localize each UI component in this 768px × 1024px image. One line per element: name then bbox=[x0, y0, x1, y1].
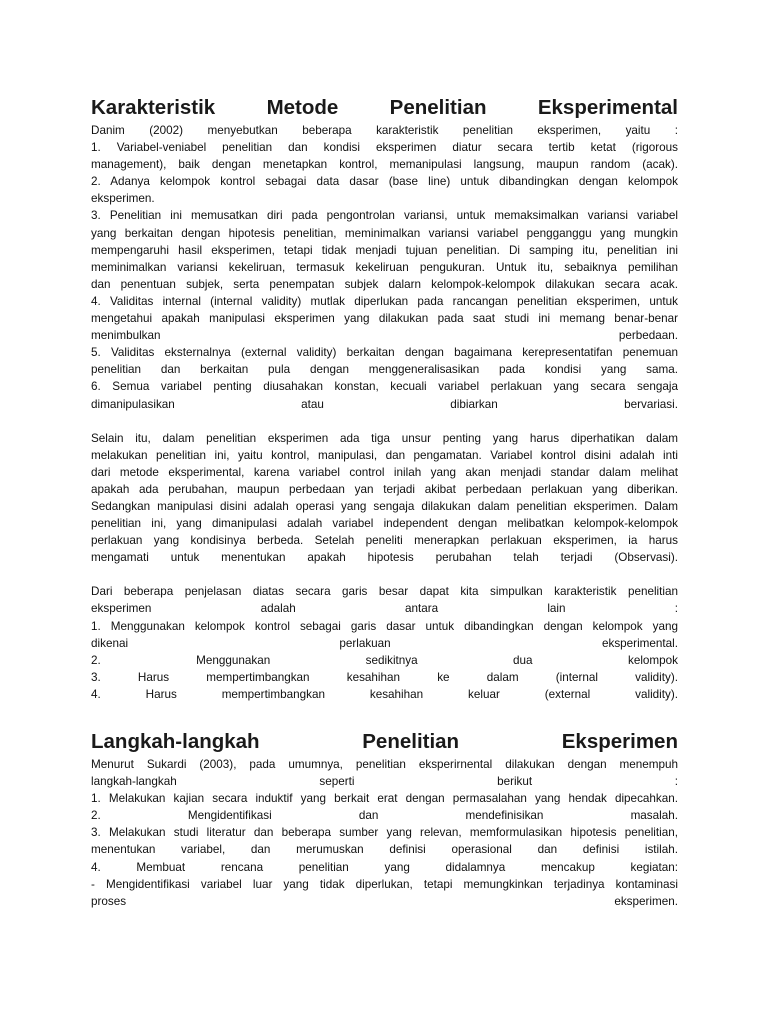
text-line: 1. Variabel-veniabel penelitian dan kondisi eksperimen diatur secara tertib ketat (rigorous bbox=[91, 141, 678, 155]
section-title-karakteristik bbox=[91, 94, 678, 122]
text-line: management), baik dengan menetapkan kontrol, memanipulasi langsung, maupun random (acak). bbox=[91, 158, 678, 172]
text-line: 1. Melakukan kajian secara induktif yang berkait erat dengan permasalahan yang hendak dipecahkan. bbox=[91, 792, 678, 806]
text-line: proses eksperimen. bbox=[91, 894, 678, 908]
text-line: Menurut Sukardi (2003), pada umumnya, penelitian eksperirnental dilakukan dengan menempuh bbox=[91, 758, 678, 771]
title-word: Langkah-langkah bbox=[91, 730, 260, 753]
paragraph-spacer bbox=[91, 413, 678, 430]
text-line: mengamati untuk menentukan apakah hipotesis perubahan telah terjadi (Observasi). bbox=[91, 551, 678, 565]
text-line: 2. Adanya kelompok kontrol sebagai data dasar (base line) untuk dibandingkan dengan kelompok bbox=[91, 175, 678, 189]
section-spacer bbox=[91, 703, 678, 728]
text-line: mengetahui apakah manipulasi eksperimen yang dilakukan pada saat studi ini memang benar-benar bbox=[91, 312, 678, 326]
text-line: dimanipulasikan atau dibiarkan bervariasi. bbox=[91, 397, 678, 411]
text-line: meminimalkan variansi kekeliruan, termasuk kekeliruan pengukuran. Untuk itu, sebaiknya pemilihan bbox=[91, 260, 678, 274]
text-line: eksperimen adalah antara lain : bbox=[91, 602, 678, 616]
text-line: dan penentuan subjek, serta penempatan subjek dalarn kelompok-kelompok dilakukan secara acak. bbox=[91, 277, 678, 291]
text-line: 5. Validitas eksternalnya (external validity) berkaitan dengan bagaimana kerepresentatifan penemuan bbox=[91, 346, 678, 360]
text-line: - Mengidentifikasi variabel luar yang tidak diperlukan, tetapi memungkinkan terjadinya kontaminasi bbox=[91, 877, 678, 891]
text-line: 1. Menggunakan kelompok kontrol sebagai garis dasar untuk dibandingkan dengan kelompok yang bbox=[91, 619, 678, 633]
text-line: 3. Penelitian ini memusatkan diri pada pengontrolan variansi, untuk memaksimalkan variansi variabel bbox=[91, 209, 678, 223]
text-line: Dari beberapa penjelasan diatas secara garis besar dapat kita simpulkan karakteristik penelitian bbox=[91, 585, 678, 599]
text-line: dari metode eksperimental, karena variabel control inilah yang akan menjadi standar dalam melihat bbox=[91, 465, 678, 479]
text-line: menimbulkan perbedaan. bbox=[91, 329, 678, 343]
text-line: dikenai perlakuan eksperimental. bbox=[91, 636, 678, 650]
title-word: Karakteristik bbox=[91, 96, 216, 119]
text-line: 4. Validitas internal (internal validity) mutlak diperlukan pada rancangan penelitian eksperimen, untuk bbox=[91, 294, 678, 308]
title-word: Penelitian bbox=[389, 96, 487, 119]
text-line: 4. Harus mempertimbangkan kesahihan keluar (external validity). bbox=[91, 687, 678, 701]
text-line: penelitian dan berkaitan pula dengan menggeneralisasikan pada kondisi yang sama. bbox=[91, 363, 678, 377]
text-line: yang berkaitan dengan hipotesis penelitian, meminimalkan variansi variabel pengganggu yang mungkin bbox=[91, 226, 678, 240]
text-line: melakukan penelitian ini, yaitu kontrol, manipulasi, dan pengamatan. Variabel kontrol disini adalah inti bbox=[91, 448, 678, 462]
title-word: Penelitian bbox=[362, 730, 460, 753]
title-word: Eksperimental bbox=[537, 96, 678, 119]
paragraph-kesimpulan bbox=[91, 583, 678, 703]
text-line: 2. Mengidentifikasi dan mendefinisikan masalah. bbox=[91, 809, 678, 823]
text-line: mempengaruhi hasil eksperimen, tetapi tidak menjadi tujuan penelitian. Di samping itu, penelitian ini bbox=[91, 243, 678, 257]
text-line: Danim (2002) menyebutkan beberapa karakteristik penelitian eksperimen, yaitu : bbox=[91, 124, 678, 137]
title-word: Eksperimen bbox=[561, 730, 678, 753]
text-line: Sedangkan manipulasi disini adalah operasi yang sengaja dilakukan dalam penelitian eksperimen. Dalam bbox=[91, 499, 678, 513]
text-line: perlakuan yang kondisinya berbeda. Setelah peneliti menerapkan perlakuan eksperimen, ia harus bbox=[91, 534, 678, 548]
paragraph-spacer bbox=[91, 566, 678, 583]
paragraph-unsur-penting bbox=[91, 430, 678, 567]
text-line: menentukan variabel, dan merumuskan definisi operasional dan definisi istilah. bbox=[91, 843, 678, 857]
text-line: 3. Melakukan studi literatur dan beberapa sumber yang relevan, memformulasikan hipotesis penelitian, bbox=[91, 826, 678, 840]
text-line: Selain itu, dalam penelitian eksperimen ada tiga unsur penting yang harus diperhatikan dalam bbox=[91, 431, 678, 445]
text-line: apakah ada perubahan, maupun perbedaan yan terjadi akibat perbedaan perlakuan yang diberikan. bbox=[91, 482, 678, 496]
text-line: 2. Menggunakan sedikitnya dua kelompok bbox=[91, 653, 678, 667]
text-line: penelitian ini, yang dimanipulasi adalah variabel independent dengan melibatkan kelompok-kelompok bbox=[91, 517, 678, 531]
section-title-langkah bbox=[91, 728, 678, 756]
paragraph-langkah-list bbox=[91, 756, 678, 910]
text-line: eksperimen. bbox=[91, 192, 155, 206]
text-line: 3. Harus mempertimbangkan kesahihan ke dalam (internal validity). bbox=[91, 670, 678, 684]
text-line: 4. Membuat rencana penelitian yang didalamnya mencakup kegiatan: bbox=[91, 860, 678, 874]
paragraph-karakteristik-list bbox=[91, 122, 678, 413]
text-line: langkah-langkah seperti berikut : bbox=[91, 775, 678, 789]
text-line: 6. Semua variabel penting diusahakan konstan, kecuali variabel perlakuan yang secara sengaja bbox=[91, 380, 678, 394]
title-word: Metode bbox=[266, 96, 339, 119]
